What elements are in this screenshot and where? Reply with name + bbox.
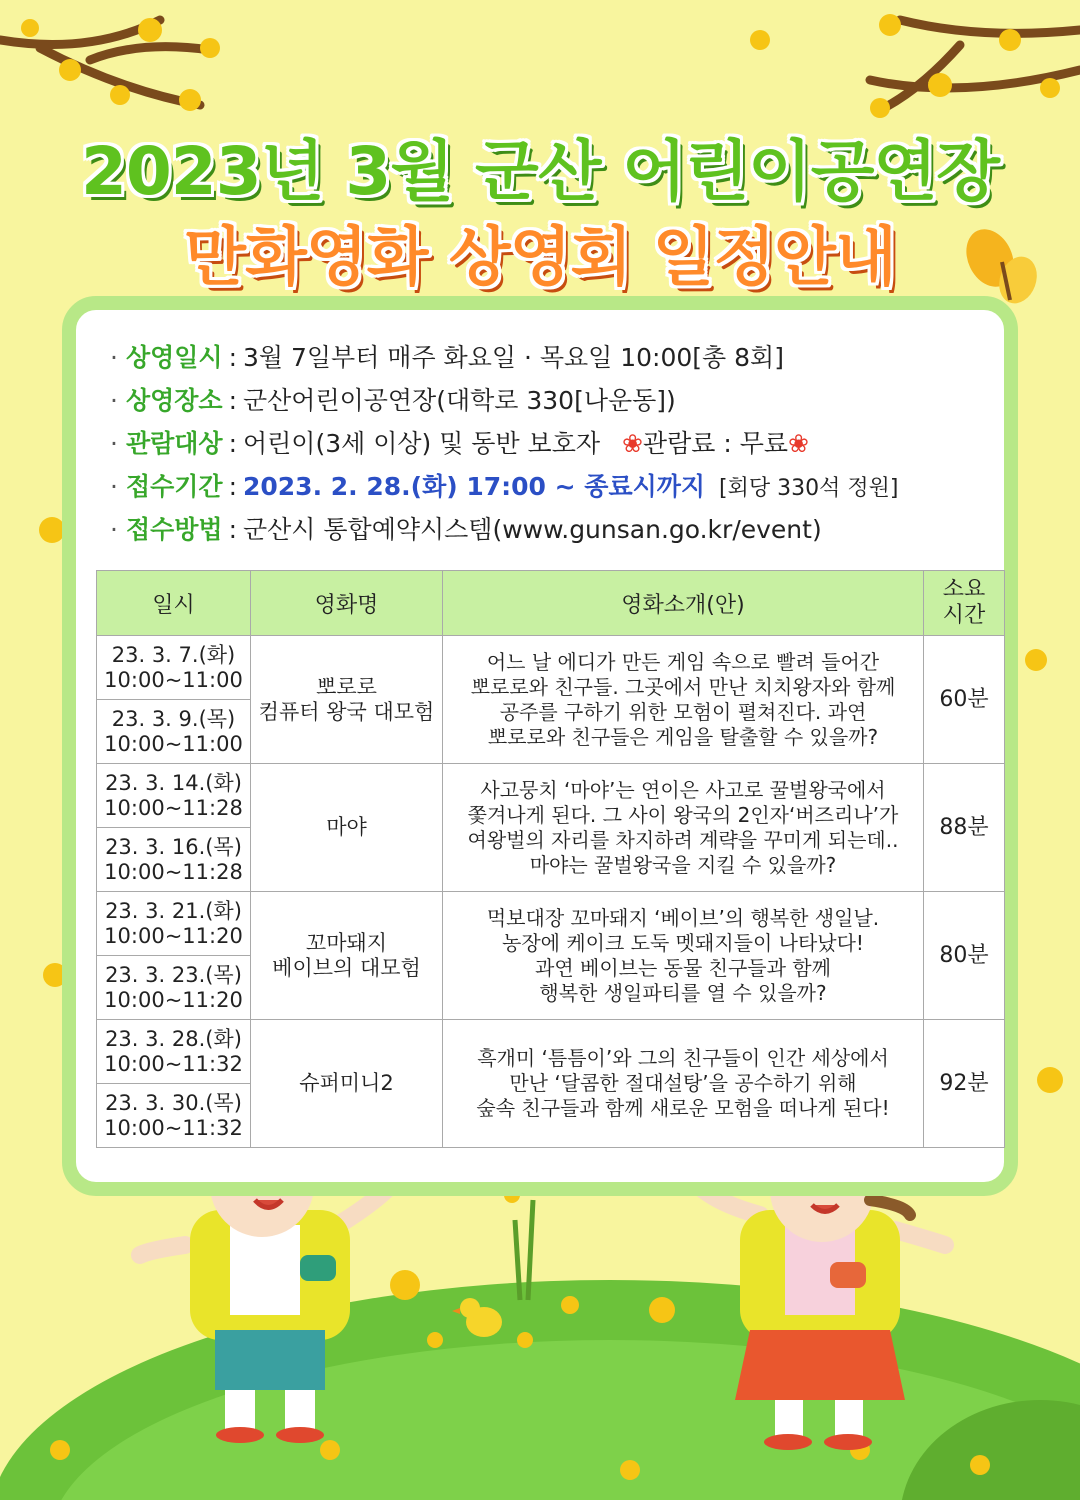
movie-intro: 흑개미 ‘틈틈이’와 그의 친구들이 인간 세상에서 만난 ‘달콤한 절대설탕’을 공수하기 위해 숲속 친구들과 함께 새로운 모험을 떠나게 된다! <box>443 1020 924 1148</box>
movie-intro: 어느 날 에디가 만든 게임 속으로 빨려 들어간 뽀로로와 친구들. 그곳에서 만난 치치왕자와 함께 공주를 구하기 위한 모험이 펼쳐진다. 과연 뽀로로와 친구들은 게임을 탈출할 수 있을까? <box>443 636 924 764</box>
screening-datetime: 23. 3. 23.(목) 10:00~11:20 <box>97 956 251 1020</box>
movie-title: 뽀로로 컴퓨터 왕국 대모험 <box>251 636 443 764</box>
info-value: 2023. 2. 28.(화) 17:00 ~ 종료시까지 <box>243 472 706 501</box>
info-row-method: · 접수방법 : 군산시 통합예약시스템(www.gunsan.go.kr/event) <box>110 515 822 544</box>
info-label: 관람대상 <box>125 429 223 458</box>
info-label: 상영일시 <box>125 343 223 372</box>
screening-datetime: 23. 3. 21.(화) 10:00~11:20 <box>97 892 251 956</box>
screening-datetime: 23. 3. 16.(목) 10:00~11:28 <box>97 828 251 892</box>
info-extra: 관람료 : 무료 <box>642 429 788 458</box>
screening-datetime: 23. 3. 30.(목) 10:00~11:32 <box>97 1084 251 1148</box>
info-row-audience: · 관람대상 : 어린이(3세 이상) 및 동반 보호자 ❀관람료 : 무료❀ <box>110 429 809 458</box>
movie-duration: 88분 <box>924 764 1005 892</box>
info-label: 접수기간 <box>125 472 223 501</box>
forsythia-branch-icon <box>750 14 1080 118</box>
info-label: 상영장소 <box>125 386 223 415</box>
forsythia-branch-icon <box>0 18 220 111</box>
movie-title: 슈퍼미니2 <box>251 1020 443 1148</box>
screening-datetime: 23. 3. 7.(화) 10:00~11:00 <box>97 636 251 700</box>
screening-datetime: 23. 3. 14.(화) 10:00~11:28 <box>97 764 251 828</box>
info-label: 접수방법 <box>125 515 223 544</box>
screening-datetime: 23. 3. 9.(목) 10:00~11:00 <box>97 700 251 764</box>
info-row-venue: · 상영장소 : 군산어린이공연장(대학로 330[나운동]) <box>110 386 676 415</box>
movie-duration: 60분 <box>924 636 1005 764</box>
table-row <box>97 892 1005 956</box>
tulip-icon: ❀ <box>621 429 643 458</box>
info-value: 군산어린이공연장(대학로 330[나운동]) <box>243 386 676 415</box>
table-row <box>97 636 1005 700</box>
column-header-intro: 영화소개(안) <box>443 571 924 636</box>
info-extra: [회당 330석 정원] <box>719 476 899 501</box>
grass-hill-illustration <box>0 1174 1080 1500</box>
event-info-list <box>110 336 1010 551</box>
table-header-row <box>97 571 1005 636</box>
info-row-date: · 상영일시 : 3월 7일부터 매주 화요일 · 목요일 10:00[총 8회] <box>110 343 784 372</box>
movie-intro: 먹보대장 꼬마돼지 ‘베이브’의 행복한 생일날. 농장에 케이크 도둑 멧돼지들이 나타났다! 과연 베이브는 동물 친구들과 함께 행복한 생일파티를 열 수 있을까? <box>443 892 924 1020</box>
movie-intro: 사고뭉치 ‘마야’는 연이은 사고로 꿀벌왕국에서 쫓겨나게 된다. 그 사이 왕국의 2인자‘버즈리나’가 여왕벌의 자리를 차지하려 계략을 꾸미게 되는데.. 마야는 꿀벌왕국을 지킬 수 있을까? <box>443 764 924 892</box>
schedule-body <box>97 636 1005 1148</box>
column-header-title: 영화명 <box>251 571 443 636</box>
page-title: 2023년 3월 군산 어린이공연장 <box>80 133 1000 210</box>
column-header-duration: 소요 시간 <box>924 571 1005 636</box>
schedule-table <box>96 570 1005 1148</box>
column-header-date: 일시 <box>97 571 251 636</box>
movie-duration: 80분 <box>924 892 1005 1020</box>
screening-datetime: 23. 3. 28.(화) 10:00~11:32 <box>97 1020 251 1084</box>
info-row-registration: · 접수기간 : 2023. 2. 28.(화) 17:00 ~ 종료시까지 [회당 330석 정원] <box>110 472 899 501</box>
table-row <box>97 1020 1005 1084</box>
info-value: 군산시 통합예약시스템(www.gunsan.go.kr/event) <box>243 515 822 544</box>
movie-title: 마야 <box>251 764 443 892</box>
movie-duration: 92분 <box>924 1020 1005 1148</box>
page-subtitle: 만화영화 상영회 일정안내 <box>184 221 896 295</box>
movie-title: 꼬마돼지 베이브의 대모험 <box>251 892 443 1020</box>
table-row <box>97 764 1005 828</box>
info-value: 어린이(3세 이상) 및 동반 보호자 <box>243 429 601 458</box>
info-value: 3월 7일부터 매주 화요일 · 목요일 10:00[총 8회] <box>243 343 784 372</box>
tulip-icon: ❀ <box>788 429 809 458</box>
